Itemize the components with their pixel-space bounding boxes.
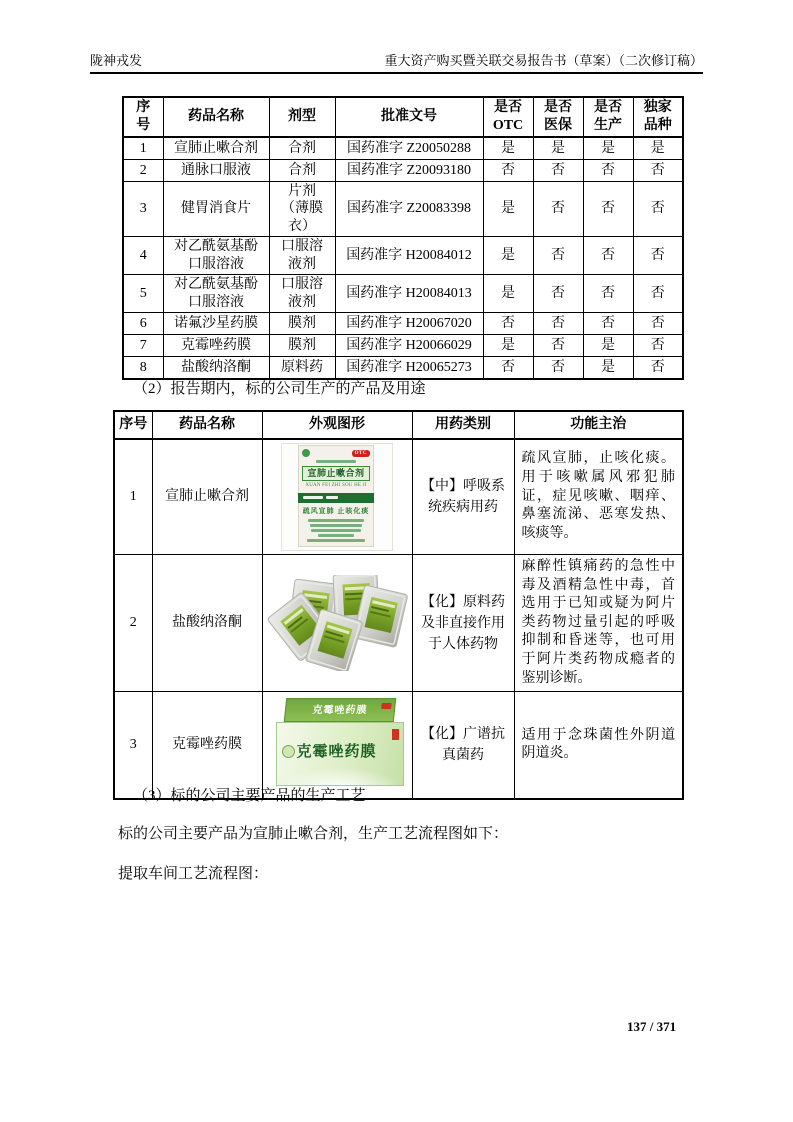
table-row [114,555,683,692]
table-cell: 2 [123,159,163,181]
header-right-text: 重大资产购买暨关联交易报告书（草案）（二次修订稿） [384,53,703,68]
table-cell: 7 [123,335,163,357]
table-cell: 健胃消食片 [163,181,269,237]
table-header-row [114,411,683,439]
table-row [114,439,683,555]
table-cell: 麻醉性镇痛药的急性中毒及酒精急性中毒，首选用于已知或疑为阿片类药物过量引起的呼吸抑制和昏迷等，也可用于阿片类药物成瘾者的鉴别诊断。 [514,555,683,692]
table-cell: 国药准字 H20084012 [335,237,483,275]
table-cell: 克霉唑药膜 [163,335,269,357]
column-header: 批准文号 [335,97,483,137]
table-cell: 2 [114,555,152,692]
table-cell: 国药准字 Z20083398 [335,181,483,237]
table-cell: 是 [633,137,683,159]
carton-title: 宣肺止嗽合剂 [307,467,365,478]
table-cell: 否 [533,275,583,313]
table-row [123,357,683,379]
flap-title: 克霉唑药膜 [311,704,368,716]
table-cell: 否 [633,159,683,181]
carton-title-band [302,466,370,481]
table-cell: 否 [533,237,583,275]
column-header: 是否OTC [483,97,533,137]
table-cell: 国药准字 Z20093180 [335,159,483,181]
table-cell: 国药准字 H20067020 [335,313,483,335]
blurred-text-line [326,496,338,499]
table-cell: 是 [583,335,633,357]
product-usage-table [113,410,684,800]
table-cell: 否 [633,313,683,335]
table-cell: 合剂 [269,159,335,181]
table-cell: 否 [533,357,583,379]
table-header-row [123,97,683,137]
table-cell: 口服溶液剂 [269,237,335,275]
table-cell: 对乙酰氨基酚口服溶液 [163,237,269,275]
table-cell: 4 [123,237,163,275]
table-cell: 否 [583,181,633,237]
table-cell: 是 [583,137,633,159]
decorative-wave [277,767,403,785]
table-cell: 否 [633,181,683,237]
table-cell: 否 [583,275,633,313]
blurred-text-line [307,539,365,542]
table-cell: 3 [123,181,163,237]
page-number: 137 / 371 [627,1019,677,1034]
table-cell: 盐酸纳洛酮 [152,555,262,692]
table-row [123,313,683,335]
table-cell: 膜剂 [269,313,335,335]
table-cell: 否 [533,313,583,335]
table-cell: 否 [533,159,583,181]
column-header: 是否生产 [583,97,633,137]
table-cell: 8 [123,357,163,379]
column-header: 药品名称 [163,97,269,137]
blurred-text-line [303,496,323,499]
table-cell: 否 [633,335,683,357]
product-photo-clotrimazole-carton [265,695,415,795]
paragraph: 提取车间工艺流程图： [118,866,269,882]
product-image-cell [262,439,412,555]
product-photo-xuanfei-carton [281,443,393,551]
table-cell: 口服溶液剂 [269,275,335,313]
header-left-text: 陇神戎发 [90,53,143,68]
table-cell: 1 [123,137,163,159]
table-row [123,275,683,313]
column-header: 功能主治 [514,411,683,439]
table-cell: 原料药 [269,357,335,379]
table-cell: 片剂（薄膜衣） [269,181,335,237]
table-cell: 疏风宣肺，止咳化痰。用于咳嗽属风邪犯肺证，症见咳嗽、咽痒、鼻塞流涕、恶寒发热、咳痰等。 [514,439,683,555]
column-header: 独家品种 [633,97,683,137]
carton-pinyin: XUAN FEI ZHI SOU HE JI [305,483,367,488]
table-row [123,237,683,275]
table-cell: 3 [114,692,152,800]
carton-title: 克霉唑药膜 [296,744,377,761]
table-cell: 是 [583,357,633,379]
carton-front [276,722,404,786]
brand-logo-icon [302,449,310,457]
table-cell: 克霉唑药膜 [152,692,262,800]
table-cell: 【化】原料药及非直接作用于人体药物 [412,555,514,692]
table-cell: 国药准字 H20066029 [335,335,483,357]
table-cell: 否 [483,357,533,379]
blurred-text-line [316,460,356,463]
table-cell: 否 [583,237,633,275]
column-header: 药品名称 [152,411,262,439]
table-cell: 否 [633,275,683,313]
table-cell: 否 [533,181,583,237]
blurred-text-line [310,524,362,527]
table-cell: 宣肺止嗽合剂 [163,137,269,159]
table-cell: 国药准字 H20065273 [335,357,483,379]
table-row [123,137,683,159]
table-cell: 是 [483,275,533,313]
column-header: 用药类别 [412,411,514,439]
table-cell: 盐酸纳洛酮 [163,357,269,379]
page-header [90,50,703,74]
blurred-text-line [318,534,354,537]
table-cell: 是 [483,237,533,275]
carton-dark-band [298,493,374,503]
section-heading-3: （3）标的公司主要产品的生产工艺 [133,788,366,804]
table-cell: 膜剂 [269,335,335,357]
table-cell: 适用于念珠菌性外阴道阴道炎。 [514,692,683,800]
table-cell: 宣肺止嗽合剂 [152,439,262,555]
table-cell: 1 [114,439,152,555]
table-cell: 通脉口服液 [163,159,269,181]
table-cell: 是 [533,137,583,159]
column-header: 外观图形 [262,411,412,439]
blurred-text-line [308,519,364,522]
drug-approval-table [122,96,684,380]
table-cell: 否 [483,313,533,335]
product-photo-naloxone-sachets [265,575,411,671]
table-cell: 是 [483,335,533,357]
table-cell: 否 [633,237,683,275]
table-cell: 诺氟沙星药膜 [163,313,269,335]
red-seal-icon [392,729,399,740]
table-cell: 否 [483,159,533,181]
table-cell: 合剂 [269,137,335,159]
table-cell: 否 [533,335,583,357]
carton-slogan: 疏风宣肺 止咳化痰 [302,506,370,515]
table-cell: 【中】呼吸系统疾病用药 [412,439,514,555]
blurred-text-line [311,529,361,532]
column-header: 序号 [123,97,163,137]
column-header: 剂型 [269,97,335,137]
red-seal-icon [381,703,392,709]
brand-logo-icon [282,745,295,758]
table-cell: 【化】广谱抗真菌药 [412,692,514,800]
carton-top-flap [283,698,396,722]
table-cell: 否 [633,357,683,379]
table-cell: 国药准字 Z20050288 [335,137,483,159]
table-cell: 否 [583,159,633,181]
table-cell: 否 [583,313,633,335]
section-heading-2: （2）报告期内，标的公司生产的产品及用途 [133,381,426,397]
table-cell: 国药准字 H20084013 [335,275,483,313]
table-cell: 6 [123,313,163,335]
column-header: 序号 [114,411,152,439]
table-cell: 是 [483,137,533,159]
table-row [123,159,683,181]
table-cell: 5 [123,275,163,313]
carton-front [298,445,374,547]
table-row [123,181,683,237]
table-row [123,335,683,357]
table-cell: 是 [483,181,533,237]
product-image-cell [262,555,412,692]
paragraph: 标的公司主要产品为宣肺止嗽合剂，生产工艺流程图如下： [118,826,509,842]
column-header: 是否医保 [533,97,583,137]
otc-badge: OTC [352,450,370,457]
table-cell: 对乙酰氨基酚口服溶液 [163,275,269,313]
